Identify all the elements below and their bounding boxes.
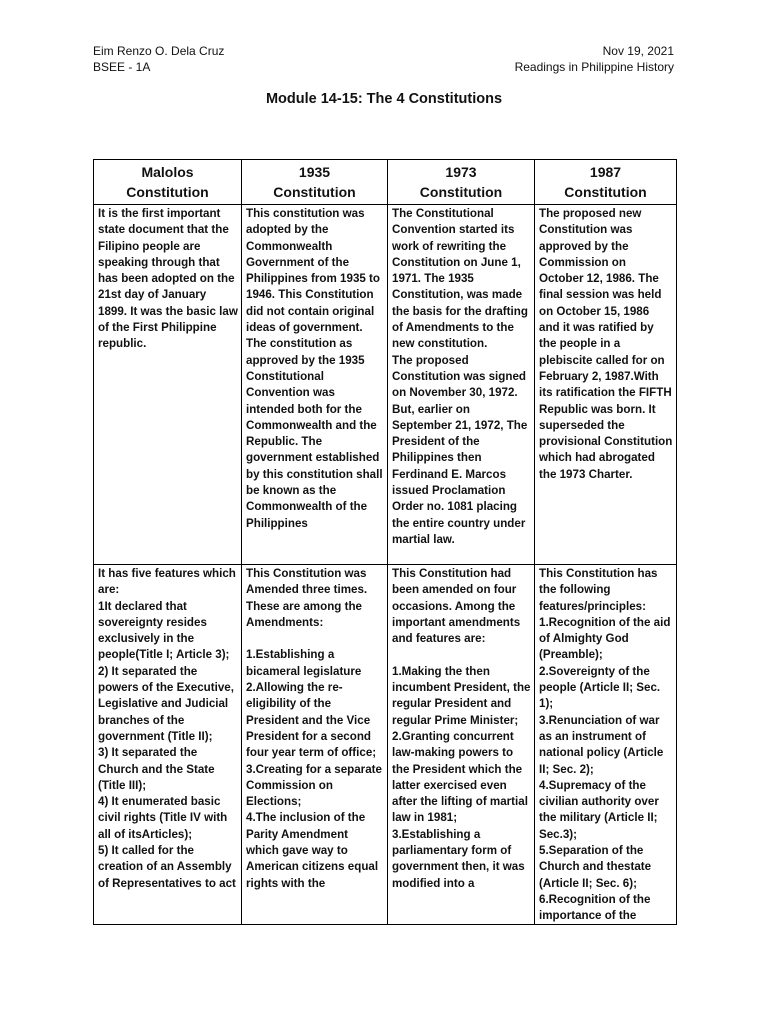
table-row xyxy=(94,565,677,925)
constitutions-table xyxy=(93,159,677,925)
table-cell: This Constitution had been amended on four occasions. Among the important amendments and features are: 1.Making the then incumbent President, the regular President and regular Prime Minister; 2.Granting concurrent law-making powers to the President which the latter exercised even after the lifting of martial law in 1981; 3.Establishing a parliamentary form of government then, it was modified into a xyxy=(392,567,531,890)
course-name: Readings in Philippine History xyxy=(514,60,674,74)
page-title: Module 14-15: The 4 Constitutions xyxy=(265,91,503,107)
table-cell: It is the first important state document that the Filipino people are speaking through that has been adopted on the 21st day of January 1899. It was the basic law of the First Philippine republic. xyxy=(94,205,242,565)
header-line: 1987 xyxy=(589,164,622,180)
table-header-row xyxy=(94,160,677,205)
author-name: Eim Renzo O. Dela Cruz xyxy=(93,44,225,58)
table-cell: This constitution was adopted by the Commonwealth Government of the Philippines from 1935 to 1946. This Constitution did not contain original ideas of government. The constitution as approved by the 1935 Constitutional Convention was intended both for the Commonwealth and the Republic. The government established by this constitution shall be known as the Commonwealth of the Philippines xyxy=(242,205,388,565)
table-row xyxy=(94,205,677,565)
header-1987 xyxy=(535,160,677,205)
header-1935 xyxy=(242,160,388,205)
table-cell-wrap xyxy=(94,565,242,925)
table-cell: The Constitutional Convention started its work of rewriting the Constitution on June 1, 1971. The 1935 Constitution, was made the basis for the drafting of Amendments to the new constitution. The proposed Constitution was signed on November 30, 1972. But, earlier on September 21, 1972, The President of the Philippines then Ferdinand E. Marcos issued Proclamation Order no. 1081 placing the entire country under martial law. xyxy=(388,205,535,565)
header-line: 1973 xyxy=(445,164,477,180)
table-cell: This Constitution was Amended three times. These are among the Amendments: 1.Establishing a bicameral legislature 2.Allowing the re-eligibility of the President and the Vice President for a second four year term of office; 3.Creating for a separate Commission on Elections; 4.The inclusion of the Parity Amendment which gave way to American citizens equal rights with the xyxy=(246,567,382,890)
course-section: BSEE - 1A xyxy=(93,60,151,74)
table-cell-wrap xyxy=(535,565,677,925)
table-cell-wrap xyxy=(242,565,388,925)
document-date: Nov 19, 2021 xyxy=(602,44,674,58)
header-1973 xyxy=(388,160,535,205)
table-cell-wrap xyxy=(388,565,535,925)
header-line: Constitution xyxy=(419,184,503,200)
table-cell: The proposed new Constitution was approved by the Commission on October 12, 1986. The final session was held on October 15, 1986 and it was ratified by the people in a plebiscite called for on February 2, 1987.With its ratification the FIFTH Republic was born. It superseded the provisional Constitution which had abrogated the 1973 Charter. xyxy=(535,205,677,565)
header-right xyxy=(515,43,674,75)
table-cell: This Constitution has the following features/principles: 1.Recognition of the aid of Almighty God (Preamble); 2.Sovereignty of the people (Article II; Sec. 1); 3.Renunciation of war as an instrument of national policy (Article II; Sec. 2); 4.Supremacy of the civilian authority over the military (Article II; Sec.3); 5.Separation of the Church and thestate (Article II; Sec. 6); 6.Recognition of the importance of the xyxy=(539,567,671,923)
header-line: Constitution xyxy=(273,184,356,200)
table-cell: It has five features which are: 1It declared that sovereignty resides exclusively in the people(Title I; Article 3); 2) It separated the powers of the Executive, Legislative and Judicial branches of the government (Title II); 3) It separated the Church and the State (Title III); 4) It enumerated basic civil rights (Title IV with all of itsArticles); 5) It called for the creation of an Assembly of Representatives to act xyxy=(98,567,236,890)
header-line: Constitution xyxy=(126,184,209,200)
header-line: 1935 xyxy=(298,164,331,180)
header-line: Constitution xyxy=(564,184,647,200)
header-malolos xyxy=(94,160,242,205)
header-line: Malolos xyxy=(141,164,194,180)
header-left xyxy=(93,43,224,75)
